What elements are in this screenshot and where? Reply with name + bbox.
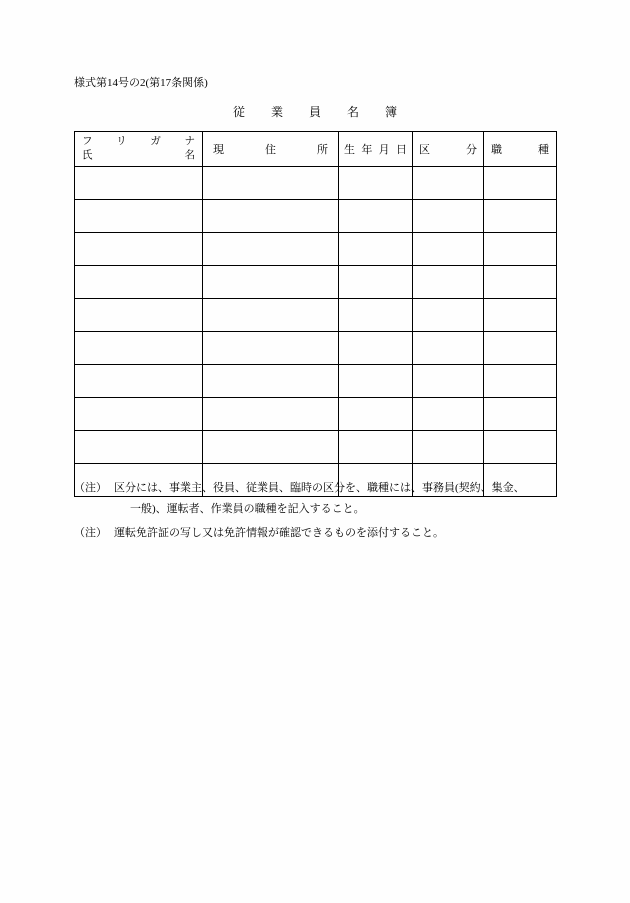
cell-division[interactable] xyxy=(413,332,484,365)
cell-birthdate[interactable] xyxy=(339,299,413,332)
page-title-char-4: 名 xyxy=(347,105,360,119)
cell-name[interactable] xyxy=(75,332,203,365)
cell-birthdate[interactable] xyxy=(339,167,413,200)
note-text-line-2: 一般)、運転者、作業員の職種を記入すること。 xyxy=(130,502,365,515)
cell-birthdate[interactable] xyxy=(339,431,413,464)
address-char-2: 住 xyxy=(265,144,276,156)
cell-birthdate[interactable] xyxy=(339,365,413,398)
cell-address[interactable] xyxy=(203,398,339,431)
cell-address[interactable] xyxy=(203,365,339,398)
note-item xyxy=(74,478,564,520)
table-row xyxy=(75,332,557,365)
shimei-char-2: 名 xyxy=(184,150,195,161)
cell-division[interactable] xyxy=(413,167,484,200)
cell-birthdate[interactable] xyxy=(339,266,413,299)
cell-division[interactable] xyxy=(413,266,484,299)
table-row xyxy=(75,266,557,299)
column-header-birthdate xyxy=(339,132,413,167)
address-char-3: 所 xyxy=(317,144,328,156)
note-text xyxy=(114,478,564,520)
cell-address[interactable] xyxy=(203,431,339,464)
cell-address[interactable] xyxy=(203,332,339,365)
birthdate-char-1: 生 xyxy=(344,144,355,156)
note-label: （注） xyxy=(74,526,107,539)
cell-job-type[interactable] xyxy=(484,266,557,299)
cell-name[interactable] xyxy=(75,167,203,200)
page-title-char-3: 員 xyxy=(308,105,321,119)
cell-birthdate[interactable] xyxy=(339,233,413,266)
division-char-2: 分 xyxy=(466,144,477,156)
table-row xyxy=(75,365,557,398)
cell-job-type[interactable] xyxy=(484,365,557,398)
cell-division[interactable] xyxy=(413,365,484,398)
birthdate-char-4: 日 xyxy=(395,144,407,156)
cell-job-type[interactable] xyxy=(484,200,557,233)
table-row xyxy=(75,431,557,464)
job-type-char-2: 種 xyxy=(538,144,549,156)
cell-name[interactable] xyxy=(75,233,203,266)
division-char-1: 区 xyxy=(419,144,430,156)
column-header-address xyxy=(203,132,339,167)
birthdate-char-3: 月 xyxy=(378,144,390,156)
cell-name[interactable] xyxy=(75,200,203,233)
cell-address[interactable] xyxy=(203,233,339,266)
cell-job-type[interactable] xyxy=(484,431,557,464)
cell-name[interactable] xyxy=(75,431,203,464)
cell-name[interactable] xyxy=(75,299,203,332)
cell-job-type[interactable] xyxy=(484,299,557,332)
notes-section xyxy=(74,478,564,547)
column-header-job-type xyxy=(484,132,557,167)
furigana-char-1: フ xyxy=(82,135,93,147)
birthdate-char-2: 年 xyxy=(361,144,373,156)
note-text-line-1: 運転免許証の写し又は免許情報が確認できるものを添付すること。 xyxy=(114,526,444,539)
shimei-char-1: 氏 xyxy=(82,150,93,161)
table-row xyxy=(75,398,557,431)
cell-job-type[interactable] xyxy=(484,233,557,266)
cell-job-type[interactable] xyxy=(484,398,557,431)
furigana-char-2: リ xyxy=(116,135,127,147)
cell-name[interactable] xyxy=(75,266,203,299)
form-number: 様式第14号の2(第17条関係) xyxy=(74,77,208,89)
table-header-row xyxy=(75,132,557,167)
furigana-char-4: ナ xyxy=(184,135,195,147)
cell-division[interactable] xyxy=(413,431,484,464)
table-row xyxy=(75,233,557,266)
column-header-name xyxy=(75,132,203,167)
table-row xyxy=(75,167,557,200)
cell-birthdate[interactable] xyxy=(339,200,413,233)
page-title-char-2: 業 xyxy=(270,105,283,119)
furigana-char-3: ガ xyxy=(150,135,161,147)
cell-birthdate[interactable] xyxy=(339,398,413,431)
page-title-char-5: 簿 xyxy=(385,105,398,119)
cell-division[interactable] xyxy=(413,299,484,332)
employee-roster-table xyxy=(74,131,557,497)
cell-birthdate[interactable] xyxy=(339,332,413,365)
cell-address[interactable] xyxy=(203,299,339,332)
cell-name[interactable] xyxy=(75,365,203,398)
note-text-line-1: 区分には、事業主、役員、従業員、臨時の区分を、職種には、事務員(契約、集金、 xyxy=(114,482,525,494)
page-title xyxy=(74,103,556,120)
note-label: （注） xyxy=(74,482,107,494)
cell-division[interactable] xyxy=(413,233,484,266)
column-header-division xyxy=(413,132,484,167)
note-item xyxy=(74,523,564,544)
cell-address[interactable] xyxy=(203,200,339,233)
cell-job-type[interactable] xyxy=(484,332,557,365)
cell-job-type[interactable] xyxy=(484,167,557,200)
cell-address[interactable] xyxy=(203,266,339,299)
table-row xyxy=(75,299,557,332)
address-char-1: 現 xyxy=(213,144,224,156)
page-title-char-1: 従 xyxy=(232,105,245,119)
cell-division[interactable] xyxy=(413,200,484,233)
job-type-char-1: 職 xyxy=(491,144,502,156)
cell-name[interactable] xyxy=(75,398,203,431)
note-text xyxy=(114,523,564,544)
cell-division[interactable] xyxy=(413,398,484,431)
cell-address[interactable] xyxy=(203,167,339,200)
table-row xyxy=(75,200,557,233)
